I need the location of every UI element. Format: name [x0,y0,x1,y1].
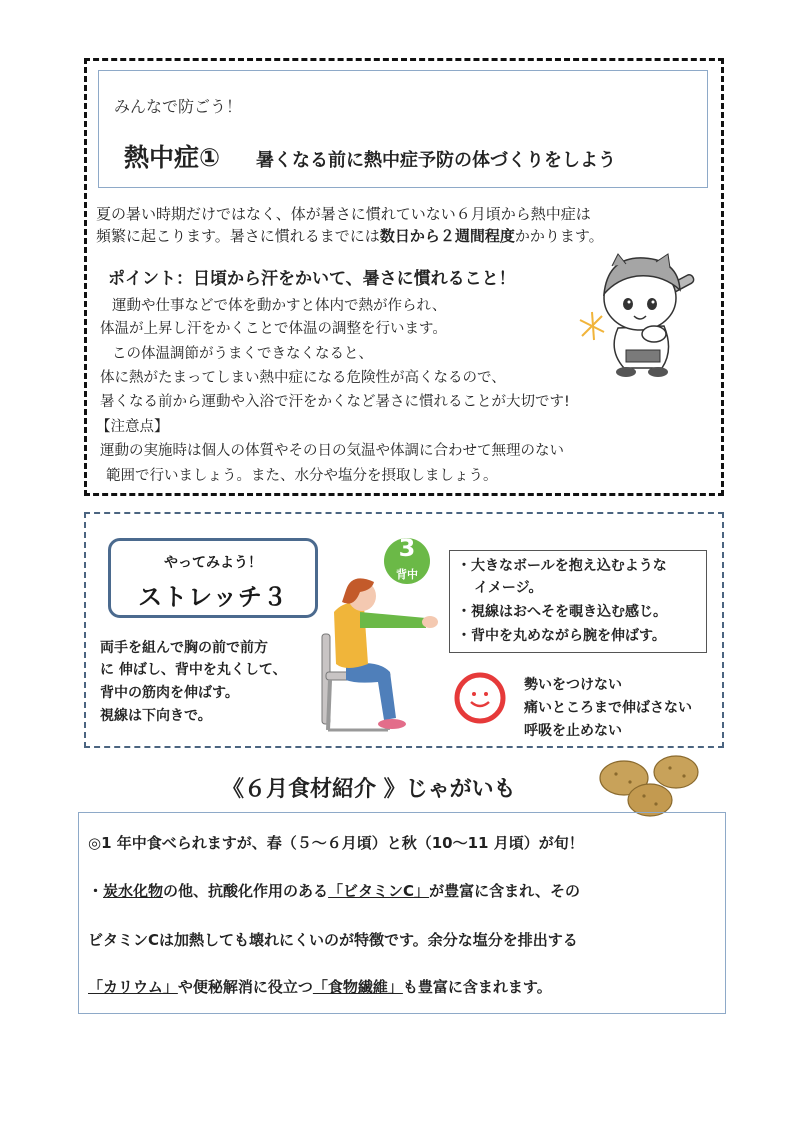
point-heading: ポイント：日頃から汗をかいて、暑さに慣れること！ [108,269,516,289]
stretch-description-line: 視線は下向きで。 [100,708,212,724]
food-line-4 [88,976,552,997]
tip-line: ・大きなボールを抱え込むような [457,558,667,574]
badge-number: 3 [398,534,416,562]
vitamin-c-term: 「ビタミンC」 [328,882,430,900]
body-line: 運動や仕事などで体を動かすと体内で熱が作られ、 [112,298,447,314]
stretch-description-line: に 伸ばし、背中を丸くして、 [100,662,287,678]
dietary-fiber-term: 「食物繊維」 [312,978,403,996]
food-line-2 [88,880,580,901]
try-label: やってみよう！ [164,555,262,571]
food-text: や便秘解消に役立つ [177,978,313,996]
potassium-term: 「カリウム」 [88,978,178,996]
body-line: 運動の実施時は個人の体質やその日の気温や体調に合わせて無理のない [100,443,564,459]
warning-line: 痛いところまで伸ばさない [524,700,692,716]
warning-line: 呼吸を止めない [524,723,622,739]
tip-line: ・視線はおへそを覗き込む感じ。 [457,604,667,620]
intro-text-end: かかります。 [514,227,604,245]
body-line: 範囲で行いましょう。また、水分や塩分を摂取しましょう。 [106,468,498,484]
carbohydrate-term: 炭水化物 [103,882,164,900]
food-section-title: 《６月食材紹介 》じゃがいも [222,777,516,802]
stretch-name: ストレッチ３ [138,583,288,611]
page-subtitle: 暑くなる前に熱中症予防の体づくりをしよう [256,150,616,171]
intro-text: 頻繁に起こります。暑さに慣れるまでには [96,227,380,245]
food-text: が豊富に含まれ、その [429,882,580,900]
stretch-description-line: 両手を組んで胸の前で前方 [100,640,268,656]
food-text: も豊富に含まれます。 [402,978,552,996]
caution-heading: 【注意点】 [96,419,169,435]
body-line: 暑くなる前から運動や入浴で汗をかくなど暑さに慣れることが大切です! [100,394,570,410]
kicker-text: みんなで防ごう！ [114,97,243,116]
warning-line: 勢いをつけない [524,677,622,693]
cat-baseball-illustration [578,250,708,378]
tip-line: ・背中を丸めながら腕を伸ばす。 [457,628,666,644]
page-title: 熱中症① [124,143,221,172]
food-text: の他、抗酸化作用のある [163,882,329,900]
body-line: 体温が上昇し汗をかくことで体温の調整を行います。 [100,321,447,337]
food-line-3: ビタミンCは加熱しても壊れにくいのが特徴です。余分な塩分を排出する [88,931,578,949]
badge-text: 背中 [396,568,418,581]
body-line: この体温調節がうまくできなくなると、 [112,346,373,362]
smiley-icon [454,672,506,724]
food-line-1: ◎1 年中食べられますが、春（５～６月頃）と秋（10～11 月頃）が旬！ [88,834,584,852]
bullet: ・ [88,882,104,900]
stretch-description-line: 背中の筋肉を伸ばす。 [100,685,239,701]
tip-line: イメージ。 [474,580,543,596]
intro-line-1: 夏の暑い時期だけではなく、体が暑さに慣れていない６月頃から熱中症は [96,205,591,223]
intro-emphasis: 数日から２週間程度 [379,227,515,245]
body-line: 体に熱がたまってしまい熱中症になる危険性が高くなるので、 [100,370,506,386]
intro-line-2 [96,226,716,246]
seated-stretch-illustration [316,568,446,740]
